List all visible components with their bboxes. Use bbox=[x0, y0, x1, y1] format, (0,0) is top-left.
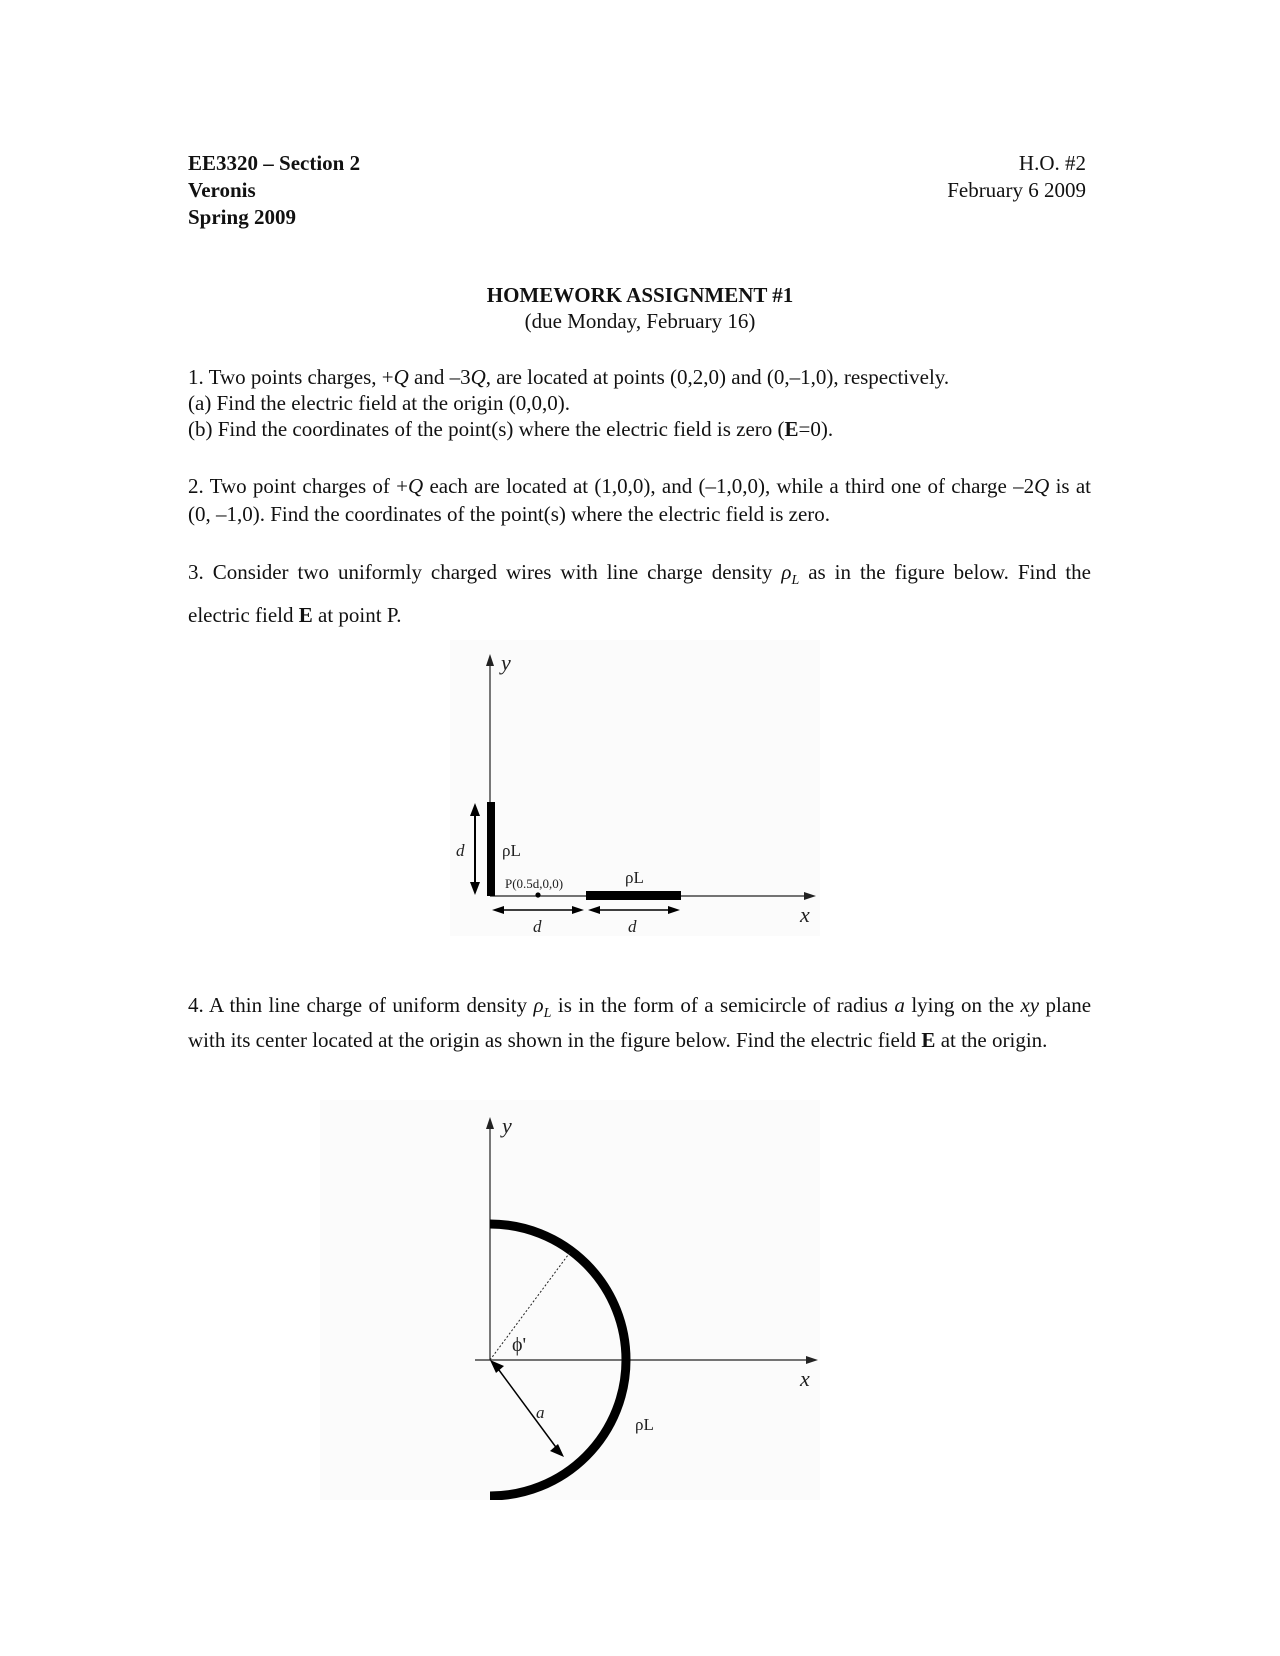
title-due: (due Monday, February 16) bbox=[524, 309, 756, 333]
vertical-wire bbox=[487, 802, 495, 896]
left-d-label: d bbox=[533, 917, 542, 936]
course-code: EE3320 – Section 2 bbox=[188, 151, 361, 175]
figure-two-wires bbox=[450, 640, 820, 936]
y-axis-label: y bbox=[501, 650, 511, 675]
point-p-label: P(0.5d,0,0) bbox=[505, 876, 564, 891]
problem-1 bbox=[188, 364, 1091, 442]
handout-number: H.O. #2 bbox=[1018, 151, 1086, 175]
point-p bbox=[535, 892, 540, 897]
problem-1b: (b) Find the coordinates of the point(s) where the electric field is zero (E=0). bbox=[188, 417, 834, 441]
horizontal-wire-rho-label: ρL bbox=[625, 868, 644, 887]
figure-semicircle bbox=[320, 1100, 820, 1500]
horizontal-wire bbox=[586, 891, 681, 900]
radius-label: a bbox=[536, 1403, 545, 1422]
semicircle-rho-label: ρL bbox=[635, 1415, 654, 1434]
problem-4: 4. A thin line charge of uniform density $\rho_L$ is in the form of a semicircle of radius a lying on the xy plane with its center located at the origin as shown in the figure below. Find the electric field E at the origin. bbox=[188, 993, 1092, 1053]
title-main: HOMEWORK ASSIGNMENT #1 bbox=[486, 283, 794, 307]
phi-label: ϕ' bbox=[512, 1334, 527, 1356]
x-axis-label: x bbox=[800, 902, 810, 927]
vertical-wire-rho-label: ρL bbox=[502, 841, 521, 860]
problem-3: 3. Consider two uniformly charged wires with line charge density $\rho_L$ as in the figure below. Find the electric field E at point P. bbox=[188, 560, 1091, 628]
instructor-name: Veronis bbox=[188, 178, 256, 202]
problem-2: 2. Two point charges of +Q each are located at (1,0,0), and (–1,0,0), while a third one of charge –2Q is at (0, –1,0). Find the coordinates of the point(s) where the electric field is zero. bbox=[188, 474, 1091, 526]
y-axis-label: y bbox=[502, 1113, 512, 1138]
vertical-d-label: d bbox=[456, 841, 465, 860]
term: Spring 2009 bbox=[188, 205, 296, 229]
problem-1-statement: 1. Two points charges, +Q and –3Q, are located at points (0,2,0) and (0,–1,0), respectively. bbox=[188, 365, 950, 389]
problem-1a: (a) Find the electric field at the origin (0,0,0). bbox=[188, 391, 570, 415]
handout-date: February 6 2009 bbox=[947, 178, 1086, 202]
handout-info bbox=[947, 150, 1086, 204]
x-axis-label: x bbox=[800, 1366, 810, 1391]
course-header bbox=[188, 150, 360, 231]
right-d-label: d bbox=[628, 917, 637, 936]
assignment-title bbox=[0, 282, 1280, 334]
